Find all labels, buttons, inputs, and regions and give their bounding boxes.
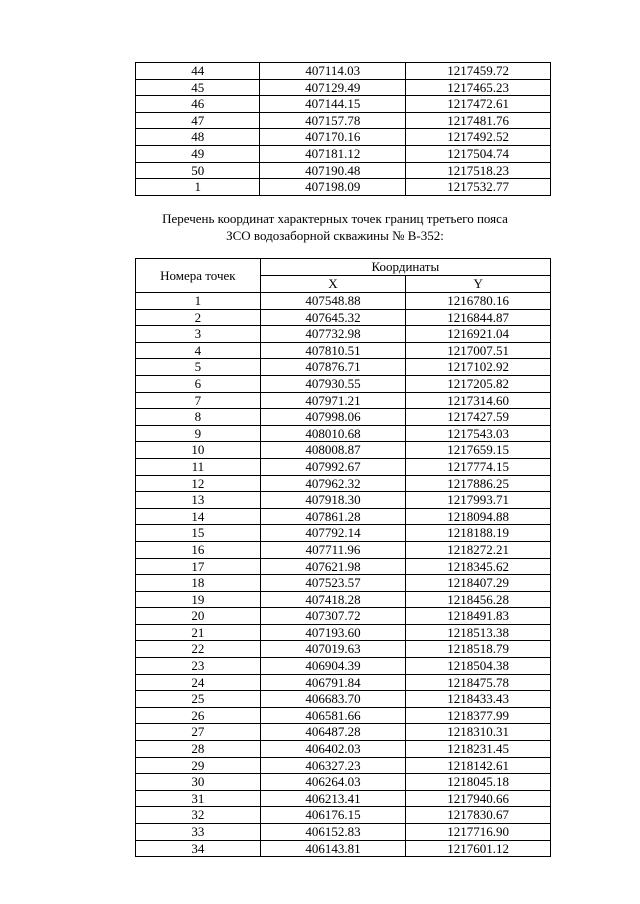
y-coordinate-cell: 1216780.16 (406, 293, 551, 310)
y-coordinate-cell: 1218142.61 (406, 757, 551, 774)
table-row (136, 824, 551, 841)
x-coordinate-cell: 407792.14 (260, 525, 406, 542)
point-number-cell: 48 (136, 129, 260, 146)
y-coordinate-cell: 1218513.38 (406, 624, 551, 641)
y-coordinate-cell: 1217427.59 (406, 409, 551, 426)
x-coordinate-cell: 407157.78 (260, 112, 406, 129)
y-coordinate-cell: 1218518.79 (406, 641, 551, 658)
table-row (136, 145, 551, 162)
x-coordinate-cell: 407190.48 (260, 162, 406, 179)
y-coordinate-cell: 1218045.18 (406, 774, 551, 791)
heading-line-2: ЗСО водозаборной скважины № В-352: (226, 228, 444, 243)
x-coordinate-cell: 407198.09 (260, 179, 406, 196)
y-coordinate-cell: 1218188.19 (406, 525, 551, 542)
point-number-cell: 24 (136, 674, 261, 691)
x-coordinate-cell: 406402.03 (260, 741, 406, 758)
table-row (136, 359, 551, 376)
y-coordinate-cell: 1218433.43 (406, 691, 551, 708)
x-coordinate-cell: 406143.81 (260, 840, 406, 857)
point-number-cell: 23 (136, 658, 261, 675)
y-coordinate-cell: 1218491.83 (406, 608, 551, 625)
table-row (136, 508, 551, 525)
x-coordinate-cell: 407810.51 (260, 342, 406, 359)
table-row (136, 96, 551, 113)
point-number-cell: 49 (136, 145, 260, 162)
point-number-cell: 17 (136, 558, 261, 575)
table-row (136, 442, 551, 459)
table-row (136, 624, 551, 641)
table-row (136, 293, 551, 310)
y-coordinate-cell: 1217314.60 (406, 392, 551, 409)
x-coordinate-cell: 406213.41 (260, 790, 406, 807)
y-coordinate-cell: 1218345.62 (406, 558, 551, 575)
y-coordinate-cell: 1217886.25 (406, 475, 551, 492)
point-number-cell: 7 (136, 392, 261, 409)
table-row (136, 575, 551, 592)
y-coordinate-cell: 1217465.23 (406, 79, 551, 96)
point-number-cell: 12 (136, 475, 261, 492)
point-number-cell: 6 (136, 375, 261, 392)
table-row (136, 79, 551, 96)
point-number-cell: 30 (136, 774, 261, 791)
point-number-cell: 50 (136, 162, 260, 179)
y-coordinate-cell: 1218475.78 (406, 674, 551, 691)
point-number-cell: 25 (136, 691, 261, 708)
point-number-cell: 3 (136, 326, 261, 343)
x-coordinate-cell: 407962.32 (260, 475, 406, 492)
point-number-cell: 15 (136, 525, 261, 542)
table-row (136, 840, 551, 857)
x-coordinate-cell: 407129.49 (260, 79, 406, 96)
x-coordinate-cell: 407307.72 (260, 608, 406, 625)
table-row (136, 591, 551, 608)
x-coordinate-cell: 406791.84 (260, 674, 406, 691)
table-row (136, 129, 551, 146)
y-coordinate-cell: 1218272.21 (406, 541, 551, 558)
y-coordinate-cell: 1217774.15 (406, 458, 551, 475)
y-coordinate-cell: 1216921.04 (406, 326, 551, 343)
table-row (136, 492, 551, 509)
table-row (136, 790, 551, 807)
x-coordinate-cell: 407711.96 (260, 541, 406, 558)
y-coordinate-cell: 1217940.66 (406, 790, 551, 807)
point-number-cell: 10 (136, 442, 261, 459)
x-coordinate-cell: 406683.70 (260, 691, 406, 708)
x-coordinate-cell: 406327.23 (260, 757, 406, 774)
point-number-cell: 8 (136, 409, 261, 426)
table-row (136, 608, 551, 625)
table-row (136, 741, 551, 758)
header-coordinates: Координаты (260, 259, 550, 276)
point-number-cell: 46 (136, 96, 260, 113)
point-number-cell: 11 (136, 458, 261, 475)
x-coordinate-cell: 407621.98 (260, 558, 406, 575)
x-coordinate-cell: 408010.68 (260, 425, 406, 442)
section-heading (120, 210, 550, 244)
y-coordinate-cell: 1217532.77 (406, 179, 551, 196)
point-number-cell: 32 (136, 807, 261, 824)
table-row (136, 757, 551, 774)
x-coordinate-cell: 407144.15 (260, 96, 406, 113)
point-number-cell: 28 (136, 741, 261, 758)
table-row (136, 162, 551, 179)
y-coordinate-cell: 1217504.74 (406, 145, 551, 162)
point-number-cell: 21 (136, 624, 261, 641)
point-number-cell: 18 (136, 575, 261, 592)
y-coordinate-cell: 1218377.99 (406, 707, 551, 724)
x-coordinate-cell: 407992.67 (260, 458, 406, 475)
header-y: Y (406, 276, 551, 293)
point-number-cell: 44 (136, 63, 260, 80)
x-coordinate-cell: 407523.57 (260, 575, 406, 592)
y-coordinate-cell: 1217659.15 (406, 442, 551, 459)
point-number-cell: 27 (136, 724, 261, 741)
x-coordinate-cell: 407170.16 (260, 129, 406, 146)
x-coordinate-cell: 407876.71 (260, 359, 406, 376)
point-number-cell: 1 (136, 293, 261, 310)
point-number-cell: 34 (136, 840, 261, 857)
y-coordinate-cell: 1217993.71 (406, 492, 551, 509)
y-coordinate-cell: 1217601.12 (406, 840, 551, 857)
coordinates-table-continued (135, 62, 551, 196)
y-coordinate-cell: 1217543.03 (406, 425, 551, 442)
y-coordinate-cell: 1218094.88 (406, 508, 551, 525)
x-coordinate-cell: 406904.39 (260, 658, 406, 675)
x-coordinate-cell: 407930.55 (260, 375, 406, 392)
y-coordinate-cell: 1217102.92 (406, 359, 551, 376)
x-coordinate-cell: 407645.32 (260, 309, 406, 326)
table-row (136, 375, 551, 392)
point-number-cell: 20 (136, 608, 261, 625)
y-coordinate-cell: 1218310.31 (406, 724, 551, 741)
x-coordinate-cell: 407114.03 (260, 63, 406, 80)
x-coordinate-cell: 408008.87 (260, 442, 406, 459)
table-row (136, 326, 551, 343)
x-coordinate-cell: 406264.03 (260, 774, 406, 791)
header-points: Номера точек (136, 259, 261, 293)
table-row (136, 558, 551, 575)
table-row (136, 342, 551, 359)
table-row (136, 774, 551, 791)
heading-line-1: Перечень координат характерных точек границ третьего пояса (162, 211, 508, 226)
point-number-cell: 9 (136, 425, 261, 442)
point-number-cell: 13 (136, 492, 261, 509)
y-coordinate-cell: 1217007.51 (406, 342, 551, 359)
x-coordinate-cell: 407918.30 (260, 492, 406, 509)
x-coordinate-cell: 407971.21 (260, 392, 406, 409)
point-number-cell: 45 (136, 79, 260, 96)
point-number-cell: 16 (136, 541, 261, 558)
header-x: X (260, 276, 406, 293)
table-row (136, 691, 551, 708)
table-row (136, 112, 551, 129)
y-coordinate-cell: 1217518.23 (406, 162, 551, 179)
y-coordinate-cell: 1218231.45 (406, 741, 551, 758)
table-row (136, 458, 551, 475)
table-row (136, 525, 551, 542)
point-number-cell: 22 (136, 641, 261, 658)
x-coordinate-cell: 407019.63 (260, 641, 406, 658)
table-row (136, 309, 551, 326)
table1-body (136, 63, 551, 196)
x-coordinate-cell: 406487.28 (260, 724, 406, 741)
y-coordinate-cell: 1217459.72 (406, 63, 551, 80)
point-number-cell: 33 (136, 824, 261, 841)
x-coordinate-cell: 406176.15 (260, 807, 406, 824)
y-coordinate-cell: 1217830.67 (406, 807, 551, 824)
table-row (136, 409, 551, 426)
x-coordinate-cell: 407548.88 (260, 293, 406, 310)
table-row (136, 63, 551, 80)
x-coordinate-cell: 406152.83 (260, 824, 406, 841)
point-number-cell: 29 (136, 757, 261, 774)
x-coordinate-cell: 407181.12 (260, 145, 406, 162)
y-coordinate-cell: 1217472.61 (406, 96, 551, 113)
x-coordinate-cell: 407998.06 (260, 409, 406, 426)
y-coordinate-cell: 1218407.29 (406, 575, 551, 592)
x-coordinate-cell: 407193.60 (260, 624, 406, 641)
y-coordinate-cell: 1217492.52 (406, 129, 551, 146)
table-row (136, 179, 551, 196)
y-coordinate-cell: 1216844.87 (406, 309, 551, 326)
table-row (136, 807, 551, 824)
point-number-cell: 2 (136, 309, 261, 326)
point-number-cell: 31 (136, 790, 261, 807)
point-number-cell: 4 (136, 342, 261, 359)
y-coordinate-cell: 1218504.38 (406, 658, 551, 675)
table-row (136, 392, 551, 409)
table-row (136, 475, 551, 492)
table-row (136, 658, 551, 675)
point-number-cell: 47 (136, 112, 260, 129)
table2-header (136, 259, 551, 293)
point-number-cell: 1 (136, 179, 260, 196)
table2-body (136, 293, 551, 857)
point-number-cell: 5 (136, 359, 261, 376)
y-coordinate-cell: 1217205.82 (406, 375, 551, 392)
point-number-cell: 26 (136, 707, 261, 724)
point-number-cell: 14 (136, 508, 261, 525)
x-coordinate-cell: 407861.28 (260, 508, 406, 525)
y-coordinate-cell: 1217716.90 (406, 824, 551, 841)
table-row (136, 541, 551, 558)
coordinates-table-third-belt (135, 258, 551, 857)
y-coordinate-cell: 1218456.28 (406, 591, 551, 608)
point-number-cell: 19 (136, 591, 261, 608)
table-row (136, 724, 551, 741)
x-coordinate-cell: 407418.28 (260, 591, 406, 608)
table-row (136, 674, 551, 691)
y-coordinate-cell: 1217481.76 (406, 112, 551, 129)
x-coordinate-cell: 407732.98 (260, 326, 406, 343)
table-row (136, 707, 551, 724)
x-coordinate-cell: 406581.66 (260, 707, 406, 724)
table-row (136, 425, 551, 442)
table-row (136, 641, 551, 658)
